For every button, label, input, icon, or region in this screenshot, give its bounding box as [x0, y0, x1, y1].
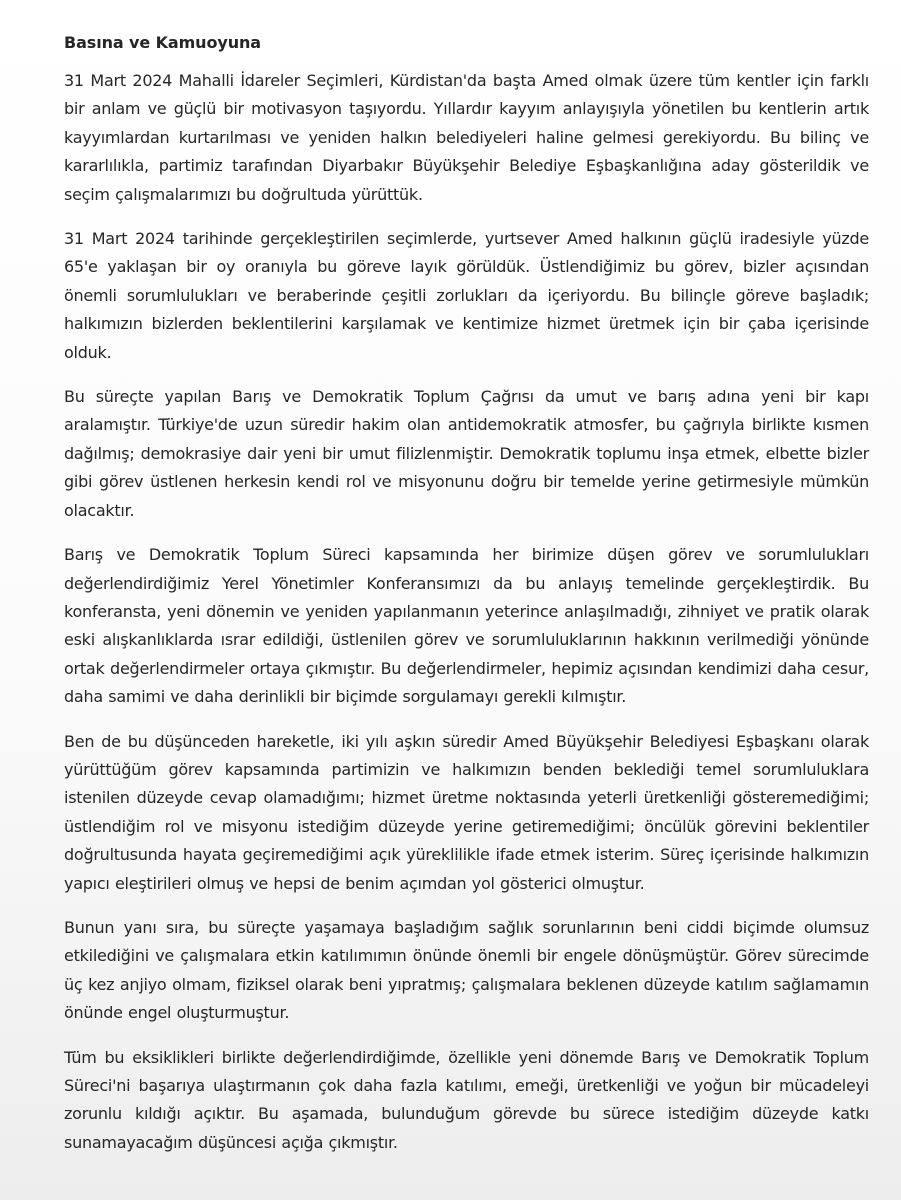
paragraph-self-assessment: Ben de bu düşünceden hareketle, iki yılı aşkın süredir Amed Büyükşehir Belediyesi Eşbaşkanı olarak yürüttüğüm görev kapsamında partimizin ve halkımızın benden beklediği temel sorumluluklara istenilen düzeyde cevap olamadığımı; hizmet üretme noktasında yeterli üretkenliği gösteremediğimi; üstlendiğim rol ve misyonu istediğim düzeyde yerine getiremediğimi; öncülük görevini beklentiler doğrultusunda hayata geçiremediğimi açık yüreklilikle ifade etmek isterim. Süreç içerisinde halkımızın yapıcı eleştirileri olmuş ve hepsi de benim açımdan yol gösterici olmuştur. [64, 731, 869, 893]
paragraph-election-motivation: 31 Mart 2024 Mahalli İdareler Seçimleri, Kürdistan'da başta Amed olmak üzere tüm kentler için farklı bir anlam ve güçlü bir motivasyon taşıyordu. Yıllardır kayyım anlayışıyla yönetilen bu kentlerin artık kayyımlardan kurtarılması ve yeniden halkın belediyeleri haline gelmesi gerekiyordu. Bu bilinç ve kararlılıkla, partimiz tarafından Diyarbakır Büyükşehir Belediye Eşbaşkanlığına aday gösterildik ve seçim çalışmalarımızı bu doğrultuda yürüttük. [64, 71, 869, 204]
paragraph-health-issues: Bunun yanı sıra, bu süreçte yaşamaya başladığım sağlık sorunlarının beni ciddi biçimde olumsuz etkilediğini ve çalışmalara etkin katılımımın önünde önemli bir engele dönüşmüştür. Görev sürecimde üç kez anjiyo olmam, fiziksel olarak beni yıpratmış; çalışmalara beklenen düzeyde katılım sağlamamın önünde engel oluşturmuştur. [64, 917, 869, 1023]
paragraph-local-government-conference: Barış ve Demokratik Toplum Süreci kapsamında her birimize düşen görev ve sorumlulukları değerlendirdiğimiz Yerel Yönetimler Konferansımızı da bu anlayış temelinde gerçekleştirdik. Bu konferansta, yeni dönemin ve yeniden yapılanmanın yeterince anlaşılmadığı, zihniyet ve pratik olarak eski alışkanlıklarda ısrar edildiği, üstlenilen görev ve sorumluluklarının hakkının verilmediği yönünde ortak değerlendirmeler ortaya çıkmıştır. Bu değerlendirmeler, hepimiz açısından kendimizi daha cesur, daha samimi ve daha derinlikli bir biçimde sorgulamayı gerekli kılmıştır. [64, 545, 869, 707]
paragraph-peace-call: Bu süreçte yapılan Barış ve Demokratik Toplum Çağrısı da umut ve barış adına yeni bir kapı aralamıştır. Türkiye'de uzun süredir hakim olan antidemokratik atmosfer, bu çağrıyla birlikte kısmen dağılmış; demokrasiye dair yeni bir umut filizlenmiştir. Demokratik toplumu inşa etmek, elbette bizler gibi görev üstlenen herkesin kendi rol ve misyonunu doğru bir temelde yerine getirmesiyle mümkün olacaktır. [64, 387, 869, 520]
statement-title: Basına ve Kamuoyuna [64, 33, 261, 52]
paragraph-election-result: 31 Mart 2024 tarihinde gerçekleştirilen seçimlerde, yurtsever Amed halkının güçlü iradesiyle yüzde 65'e yaklaşan bir oy oranıyla bu göreve layık görüldük. Üstlendiğimiz bu görev, bizler açısından önemli sorumlulukları ve beraberinde çeşitli zorlukları da içeriyordu. Bu bilinçle göreve başladık; halkımızın bizlerden beklentilerini karşılamak ve kentimize hizmet üretmek için bir çaba içerisinde olduk. [64, 229, 869, 362]
paragraph-conclusion: Tüm bu eksiklikleri birlikte değerlendirdiğimde, özellikle yeni dönemde Barış ve Demokratik Toplum Süreci'ni başarıya ulaştırmanın çok daha fazla katılımı, emeği, üretkenliği ve yoğun bir mücadeleyi zorunlu kıldığı açıktır. Bu aşamada, bulunduğum görevde bu sürece istediğim düzeyde katkı sunamayacağım düşüncesi açığa çıkmıştır. [64, 1047, 869, 1152]
